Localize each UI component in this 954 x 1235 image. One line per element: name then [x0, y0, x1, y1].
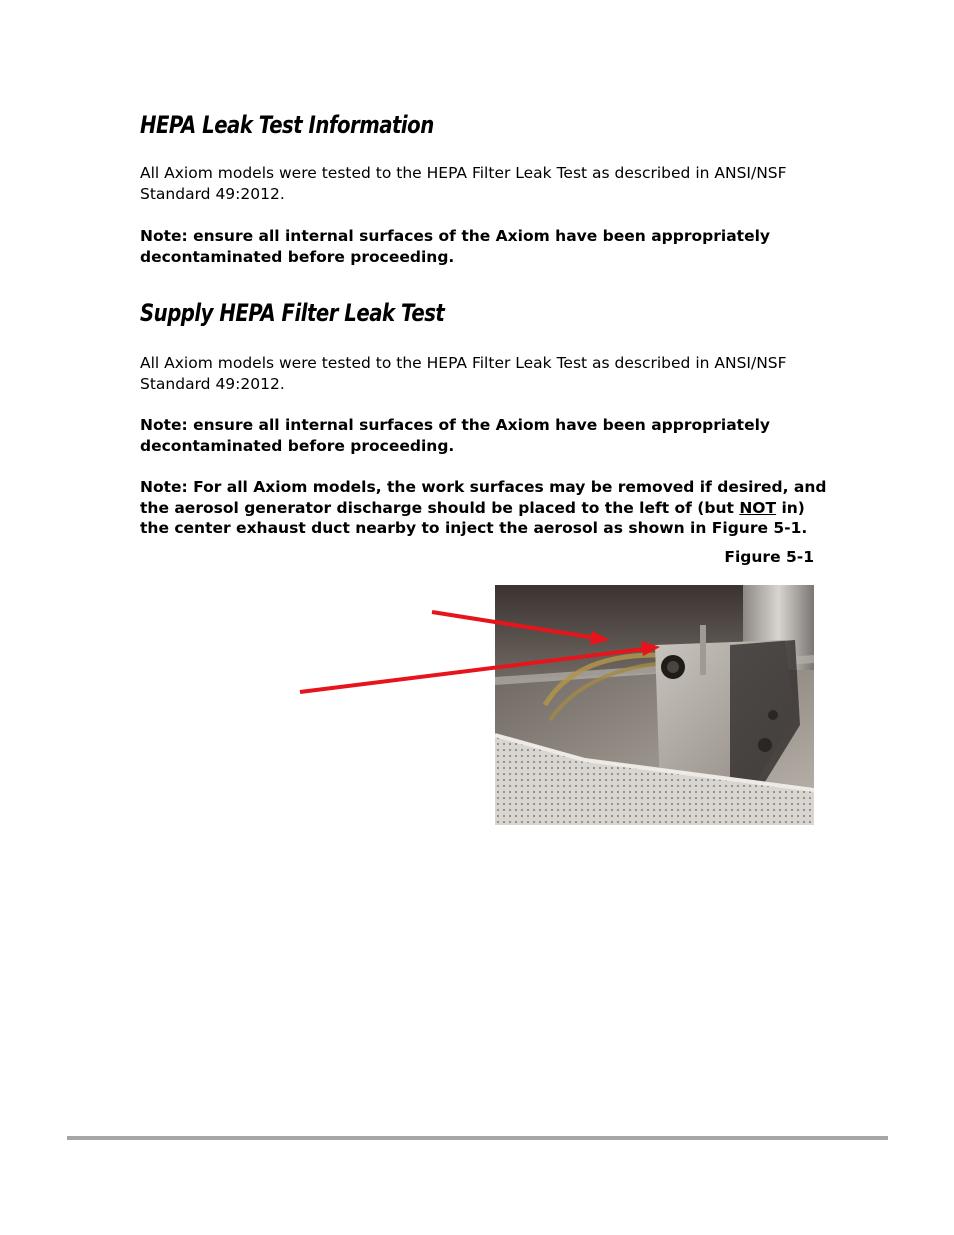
photo-illustration [495, 585, 814, 825]
note-text-end: in) the center exhaust duct nearby to inject the aerosol as shown in Figure 5-1. [140, 498, 808, 537]
section2-note-aerosol-placement [140, 477, 830, 539]
figure-photo-aerosol-generator [495, 585, 814, 825]
section-heading-supply-hepa-filter-leak-test: Supply HEPA Filter Leak Test [140, 299, 445, 327]
figure-label: Figure 5-1 [724, 548, 814, 566]
footer-rule [67, 1136, 888, 1140]
note-text-start: Note: For all Axiom models, the work surfaces may be removed if desired, and the aerosol generator discharge should be placed to the left of (but [140, 478, 827, 517]
section2-body-text: All Axiom models were tested to the HEPA Filter Leak Test as described in ANSI/NSF Standard 49:2012. [140, 354, 787, 393]
section-heading-hepa-leak-test-information: HEPA Leak Test Information [140, 111, 434, 139]
section1-note: Note: ensure all internal surfaces of the Axiom have been appropriately decontaminated before proceeding. [140, 227, 771, 266]
section2-note-decontaminate: Note: ensure all internal surfaces of the Axiom have been appropriately decontaminated before proceeding. [140, 416, 771, 455]
section1-body-text: All Axiom models were tested to the HEPA Filter Leak Test as described in ANSI/NSF Standard 49:2012. [140, 164, 787, 203]
note-emphasis-not: NOT [739, 498, 777, 517]
